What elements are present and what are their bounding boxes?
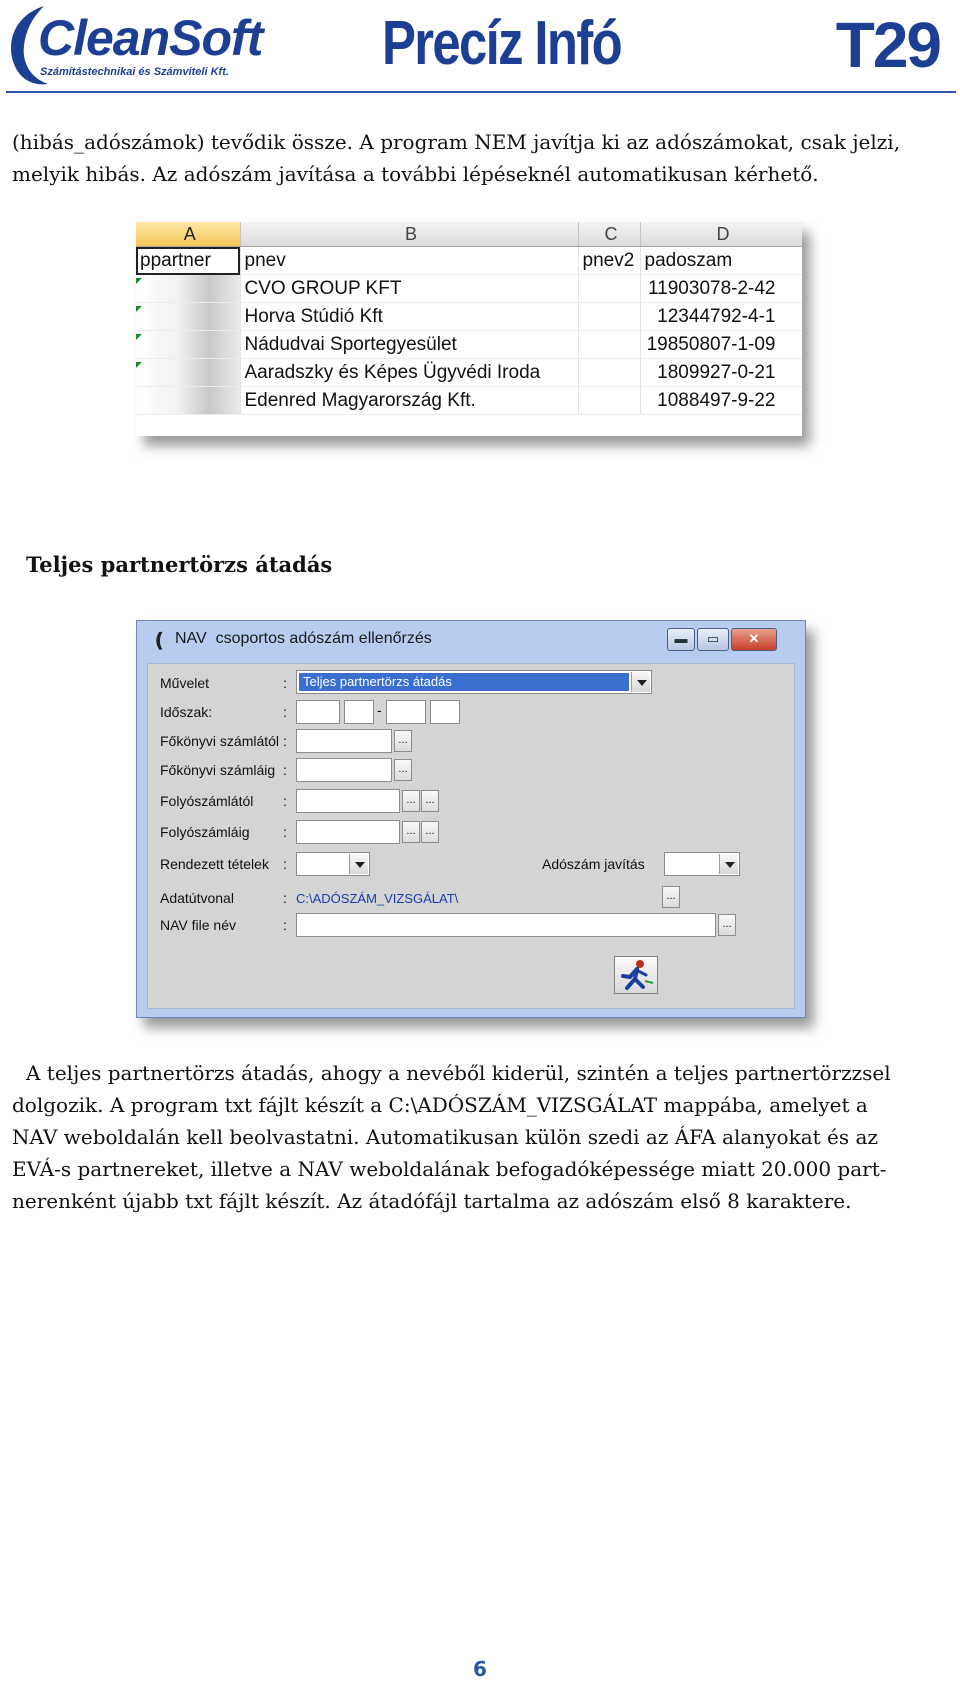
label-rendezett: Rendezett tételek xyxy=(160,856,269,872)
intro-line: (hibás_adószámok) tevődik össze. A program NEM javítja ki az adószámokat, csak jelzi, xyxy=(12,130,901,154)
dialog-body xyxy=(147,663,795,1009)
browse-button[interactable]: ... xyxy=(662,886,680,908)
label-adatutvonal: Adatútvonal xyxy=(160,890,234,906)
cell-taxnumber[interactable]: 12344792-4-1 xyxy=(640,303,802,331)
error-marker-icon xyxy=(136,334,142,340)
body-line: EVÁ-s partnereket, illetve a NAV weboldalának befogadóképessége miatt 20.000 part- xyxy=(12,1157,887,1181)
cell-header[interactable]: padoszam xyxy=(640,247,802,275)
column-header-c[interactable]: C xyxy=(578,222,640,247)
colon: : xyxy=(283,890,287,906)
chevron-down-icon[interactable] xyxy=(631,672,650,692)
label-nav-file: NAV file név xyxy=(160,917,236,933)
folyo-ig-input[interactable] xyxy=(296,820,400,844)
dialog-titlebar[interactable] xyxy=(137,621,805,657)
cell-taxnumber[interactable]: 1809927-0-21 xyxy=(640,359,802,387)
label-fokonyvi-tol: Főkönyvi számlától xyxy=(160,733,280,749)
error-marker-icon xyxy=(136,362,142,368)
fokonyvi-tol-input[interactable] xyxy=(296,729,392,753)
logo-subtitle: Számítástechnikai és Számviteli Kft. xyxy=(40,66,229,78)
browse-button[interactable]: ... xyxy=(394,730,412,752)
column-header-row xyxy=(136,222,802,247)
table-row xyxy=(136,387,802,415)
colon: : xyxy=(283,762,287,778)
colon: : xyxy=(283,733,287,749)
idoszak-to-month[interactable] xyxy=(430,700,460,724)
body-line: NAV weboldalán kell beolvastatni. Automatikusan külön szedi az ÁFA alanyokat és az xyxy=(12,1125,878,1149)
adatutvonal-value: C:\ADÓSZÁM_VIZSGÁLAT\ xyxy=(296,891,459,906)
colon: : xyxy=(283,824,287,840)
cell-redacted[interactable] xyxy=(136,275,240,303)
dialog-screenshot xyxy=(136,620,806,1018)
fokonyvi-ig-input[interactable] xyxy=(296,758,392,782)
folyo-tol-input[interactable] xyxy=(296,789,400,813)
table-row xyxy=(136,275,802,303)
close-button[interactable]: ✕ xyxy=(731,628,777,651)
header-title: Precíz Infó xyxy=(382,9,622,78)
chevron-down-icon[interactable] xyxy=(719,854,738,874)
runner-icon xyxy=(615,957,657,993)
label-adoszam-javitas: Adószám javítás xyxy=(542,856,645,872)
app-icon: ❪ xyxy=(151,630,168,652)
column-header-d[interactable]: D xyxy=(640,222,802,247)
run-button[interactable] xyxy=(614,956,658,994)
body-line: dolgozik. A program txt fájlt készít a C:\ADÓSZÁM_VIZSGÁLAT mappába, amelyet a xyxy=(12,1093,868,1117)
cell-header[interactable]: pnev xyxy=(240,247,578,275)
cell-name[interactable]: Aaradszky és Képes Ügyvédi Iroda xyxy=(240,359,578,387)
colon: : xyxy=(283,917,287,933)
table-row xyxy=(136,303,802,331)
idoszak-from-year[interactable] xyxy=(296,700,340,724)
cell-name2[interactable] xyxy=(578,275,640,303)
browse-button[interactable]: ... xyxy=(718,914,736,936)
cell-redacted[interactable] xyxy=(136,331,240,359)
column-header-b[interactable]: B xyxy=(240,222,578,247)
error-marker-icon xyxy=(136,278,142,284)
label-folyo-tol: Folyószámlától xyxy=(160,793,254,809)
cell-taxnumber[interactable]: 11903078-2-42 xyxy=(640,275,802,303)
colon: : xyxy=(283,704,287,720)
muvelet-select[interactable] xyxy=(296,670,652,694)
cell-name2[interactable] xyxy=(578,359,640,387)
label-idoszak: Időszak: xyxy=(160,704,213,720)
nav-dialog xyxy=(136,620,806,1018)
spreadsheet-table xyxy=(136,222,802,415)
table-row xyxy=(136,359,802,387)
cell-redacted[interactable] xyxy=(136,303,240,331)
spreadsheet xyxy=(136,222,802,436)
cell-header[interactable]: pnev2 xyxy=(578,247,640,275)
table-row xyxy=(136,331,802,359)
cell-taxnumber[interactable]: 19850807-1-09 xyxy=(640,331,802,359)
browse-button[interactable]: ... xyxy=(402,790,420,812)
muvelet-selected-value: Teljes partnertörzs átadás xyxy=(299,673,629,691)
cell-redacted[interactable] xyxy=(136,359,240,387)
dialog-title-text: csoportos adószám ellenőrzés xyxy=(215,630,432,647)
cell-redacted[interactable] xyxy=(136,387,240,415)
minimize-button[interactable]: ▬ xyxy=(667,628,695,651)
nav-file-input[interactable] xyxy=(296,913,716,937)
label-fokonyvi-ig: Főkönyvi számláig xyxy=(160,762,276,778)
browse-button[interactable]: ... xyxy=(394,759,412,781)
header-divider xyxy=(6,91,956,93)
body-line: nerenként újabb txt fájlt készít. Az átadófájl tartalma az adószám első 8 karaktere. xyxy=(12,1189,852,1213)
idoszak-to-year[interactable] xyxy=(386,700,426,724)
browse-button[interactable]: ... xyxy=(421,821,439,843)
browse-button[interactable]: ... xyxy=(402,821,420,843)
rendezett-select[interactable] xyxy=(296,852,370,876)
cleansoft-logo xyxy=(4,2,274,88)
period-dash: - xyxy=(377,702,382,718)
label-muvelet: Művelet xyxy=(160,675,210,691)
intro-paragraph xyxy=(12,126,952,190)
colon: : xyxy=(283,856,287,872)
dialog-title xyxy=(175,630,432,648)
column-header-a[interactable]: A xyxy=(136,222,240,247)
dialog-title-prefix: NAV xyxy=(175,630,207,647)
intro-line: melyik hibás. Az adószám javítása a további lépéseknél automatikusan kérhető. xyxy=(12,162,819,186)
colon: : xyxy=(283,675,287,691)
cell-name2[interactable] xyxy=(578,331,640,359)
cell-name[interactable]: CVO GROUP KFT xyxy=(240,275,578,303)
cell-name2[interactable] xyxy=(578,387,640,415)
spreadsheet-screenshot xyxy=(136,222,802,436)
logo-text: CleanSoft xyxy=(38,10,263,66)
body-paragraph xyxy=(12,1057,952,1217)
colon: : xyxy=(283,793,287,809)
idoszak-from-month[interactable] xyxy=(344,700,374,724)
cell-name2[interactable] xyxy=(578,303,640,331)
cell-name[interactable]: Edenred Magyarország Kft. xyxy=(240,387,578,415)
cell-header[interactable]: ppartner xyxy=(136,247,240,275)
section-heading: Teljes partnertörzs átadás xyxy=(26,552,333,577)
cell-name[interactable]: Horva Stúdió Kft xyxy=(240,303,578,331)
adoszam-javitas-select[interactable] xyxy=(664,852,740,876)
header-code: T29 xyxy=(835,9,940,81)
maximize-button[interactable]: ▭ xyxy=(697,628,729,651)
cell-name[interactable]: Nádudvai Sportegyesület xyxy=(240,331,578,359)
table-row xyxy=(136,247,802,275)
body-line: A teljes partnertörzs átadás, ahogy a nevéből kiderül, szintén a teljes partnertörzzsel xyxy=(26,1061,891,1085)
page-number: 6 xyxy=(473,1657,487,1681)
chevron-down-icon[interactable] xyxy=(349,854,368,874)
cell-taxnumber[interactable]: 1088497-9-22 xyxy=(640,387,802,415)
error-marker-icon xyxy=(136,306,142,312)
browse-button[interactable]: ... xyxy=(421,790,439,812)
label-folyo-ig: Folyószámláig xyxy=(160,824,250,840)
page-header xyxy=(0,0,960,95)
